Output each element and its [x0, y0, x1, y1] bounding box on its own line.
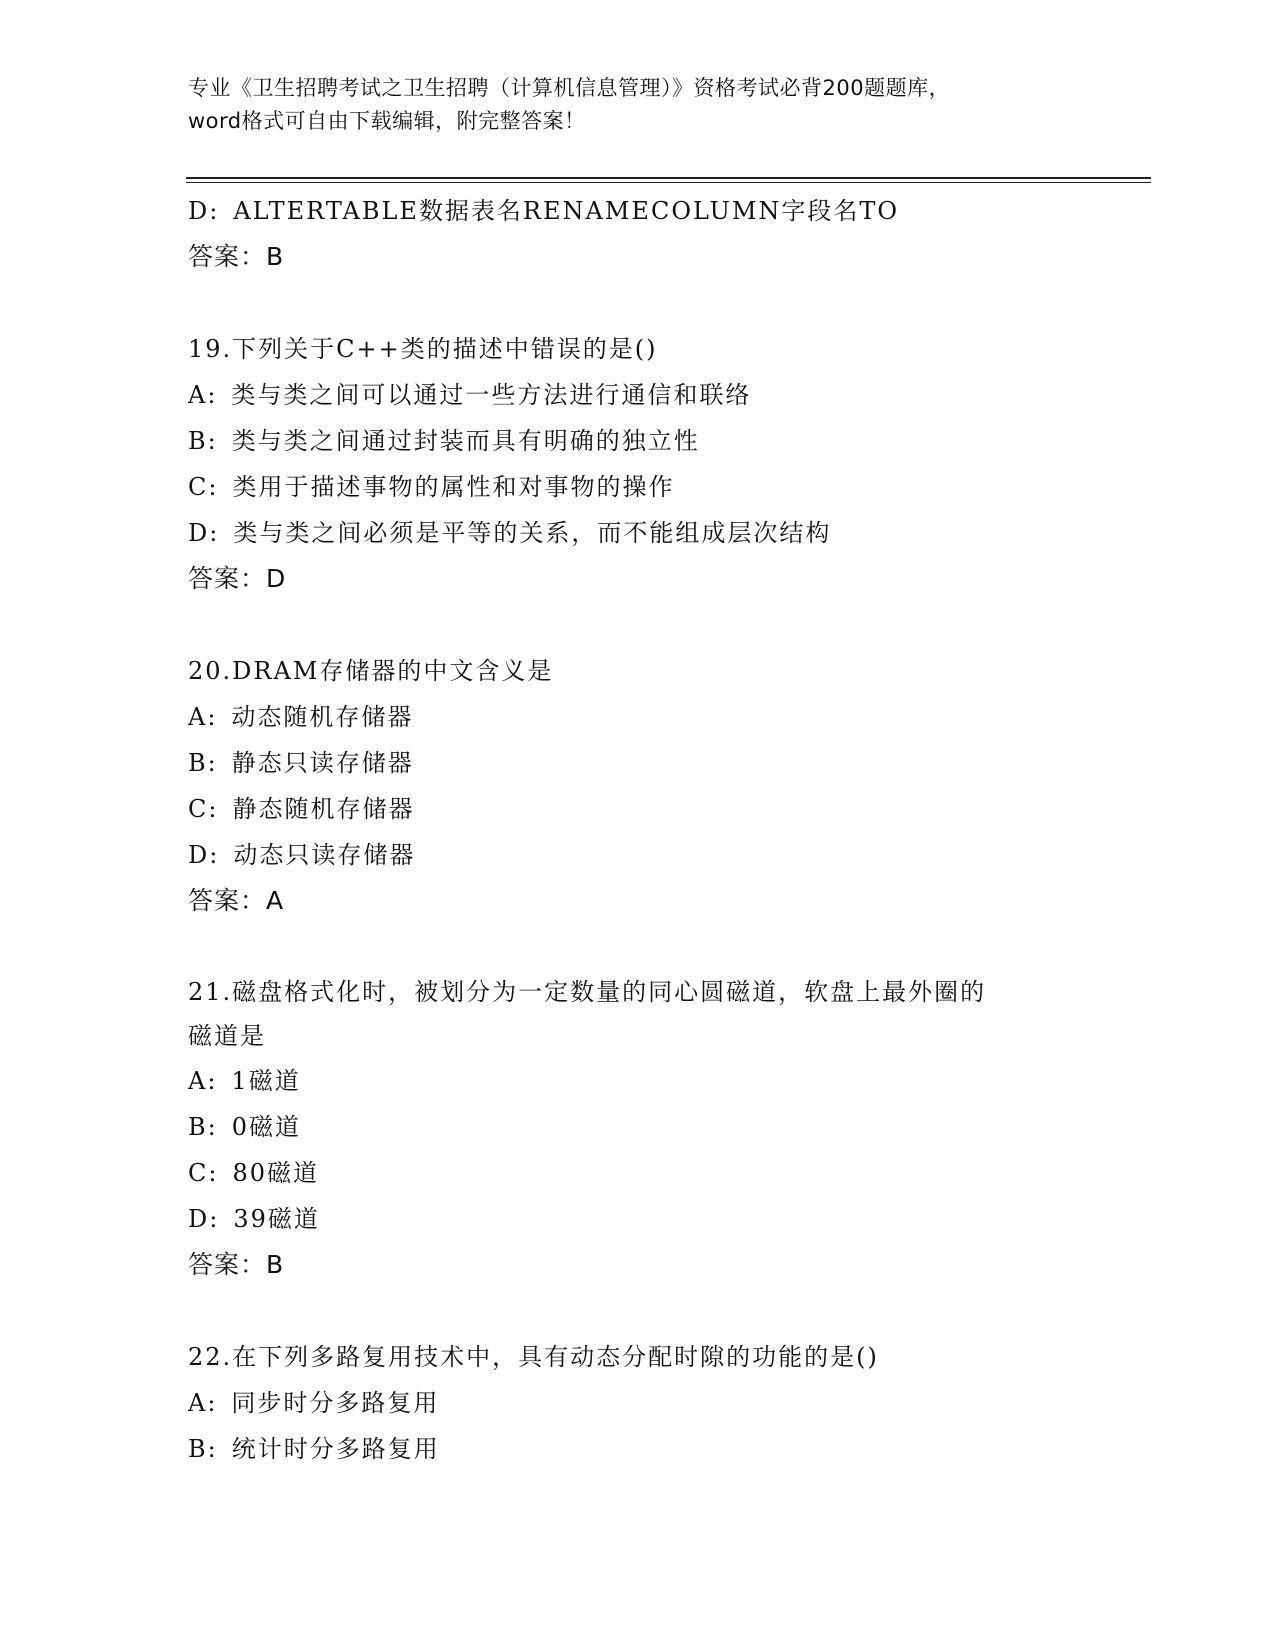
option-label: C: [188, 795, 219, 823]
option-line [188, 786, 1088, 832]
option-line [188, 1150, 1088, 1196]
option-line [188, 188, 1088, 234]
option-text: 类与类之间可以通过一些方法进行通信和联络 [231, 381, 752, 409]
option-label: B: [188, 427, 218, 455]
option-line [188, 740, 1088, 786]
option-line [188, 1196, 1088, 1242]
option-text: 动态随机存储器 [231, 703, 414, 731]
option-text: 类与类之间通过封装而具有明确的独立性 [231, 427, 700, 455]
option-line [188, 464, 1088, 510]
answer-line: 答案：B [188, 1250, 285, 1279]
option-text: ALTERTABLE数据表名RENAMECOLUMN字段名TO [233, 197, 900, 225]
option-line [188, 1380, 1088, 1426]
option-line [188, 832, 1088, 878]
option-text: 动态只读存储器 [233, 841, 416, 869]
option-text: 1磁道 [231, 1067, 301, 1095]
option-line [188, 1104, 1088, 1150]
answer-line: 答案：B [188, 242, 285, 271]
option-label: B: [188, 1435, 218, 1463]
option-line [188, 694, 1088, 740]
document-header [188, 72, 1088, 138]
option-line [188, 418, 1088, 464]
option-text: 静态只读存储器 [231, 749, 414, 777]
question-list [188, 188, 1088, 1472]
answer-line: 答案：D [188, 564, 287, 593]
question-stem: 21.磁盘格式化时，被划分为一定数量的同心圆磁道，软盘上最外圈的 [188, 978, 987, 1006]
option-text: 39磁道 [233, 1205, 320, 1233]
option-text: 静态随机存储器 [232, 795, 415, 823]
option-label: B: [188, 1113, 218, 1141]
question-stem-continued: 磁道是 [188, 1022, 266, 1050]
option-text: 同步时分多路复用 [231, 1389, 440, 1417]
header-divider-thick [186, 177, 1151, 179]
question-stem: 19.下列关于C++类的描述中错误的是() [188, 335, 658, 363]
answer-line: 答案：A [188, 886, 285, 915]
option-text: 0磁道 [231, 1113, 302, 1141]
option-label: C: [188, 1159, 219, 1187]
option-label: D: [188, 519, 220, 547]
option-label: A: [188, 1389, 218, 1417]
option-label: A: [188, 381, 218, 409]
option-text: 类与类之间必须是平等的关系，而不能组成层次结构 [233, 519, 832, 547]
option-text: 统计时分多路复用 [231, 1435, 440, 1463]
option-label: C: [188, 473, 219, 501]
header-divider-thin [186, 182, 1151, 183]
option-label: D: [188, 1205, 220, 1233]
option-label: B: [188, 749, 218, 777]
question-stem: 20.DRAM存储器的中文含义是 [188, 657, 554, 685]
header-title-line-2: word格式可自由下载编辑，附完整答案！ [188, 109, 586, 133]
option-line [188, 510, 1088, 556]
header-title-line-1: 专业《卫生招聘考试之卫生招聘（计算机信息管理）》资格考试必背200题题库， [188, 76, 951, 100]
option-line [188, 1426, 1088, 1472]
option-text: 类用于描述事物的属性和对事物的操作 [232, 473, 675, 501]
question-stem: 22.在下列多路复用技术中，具有动态分配时隙的功能的是() [188, 1343, 879, 1371]
option-label: A: [188, 1067, 218, 1095]
option-label: D: [188, 841, 220, 869]
option-line [188, 372, 1088, 418]
option-line [188, 1058, 1088, 1104]
option-text: 80磁道 [232, 1159, 319, 1187]
option-label: D: [188, 197, 220, 225]
option-label: A: [188, 703, 218, 731]
